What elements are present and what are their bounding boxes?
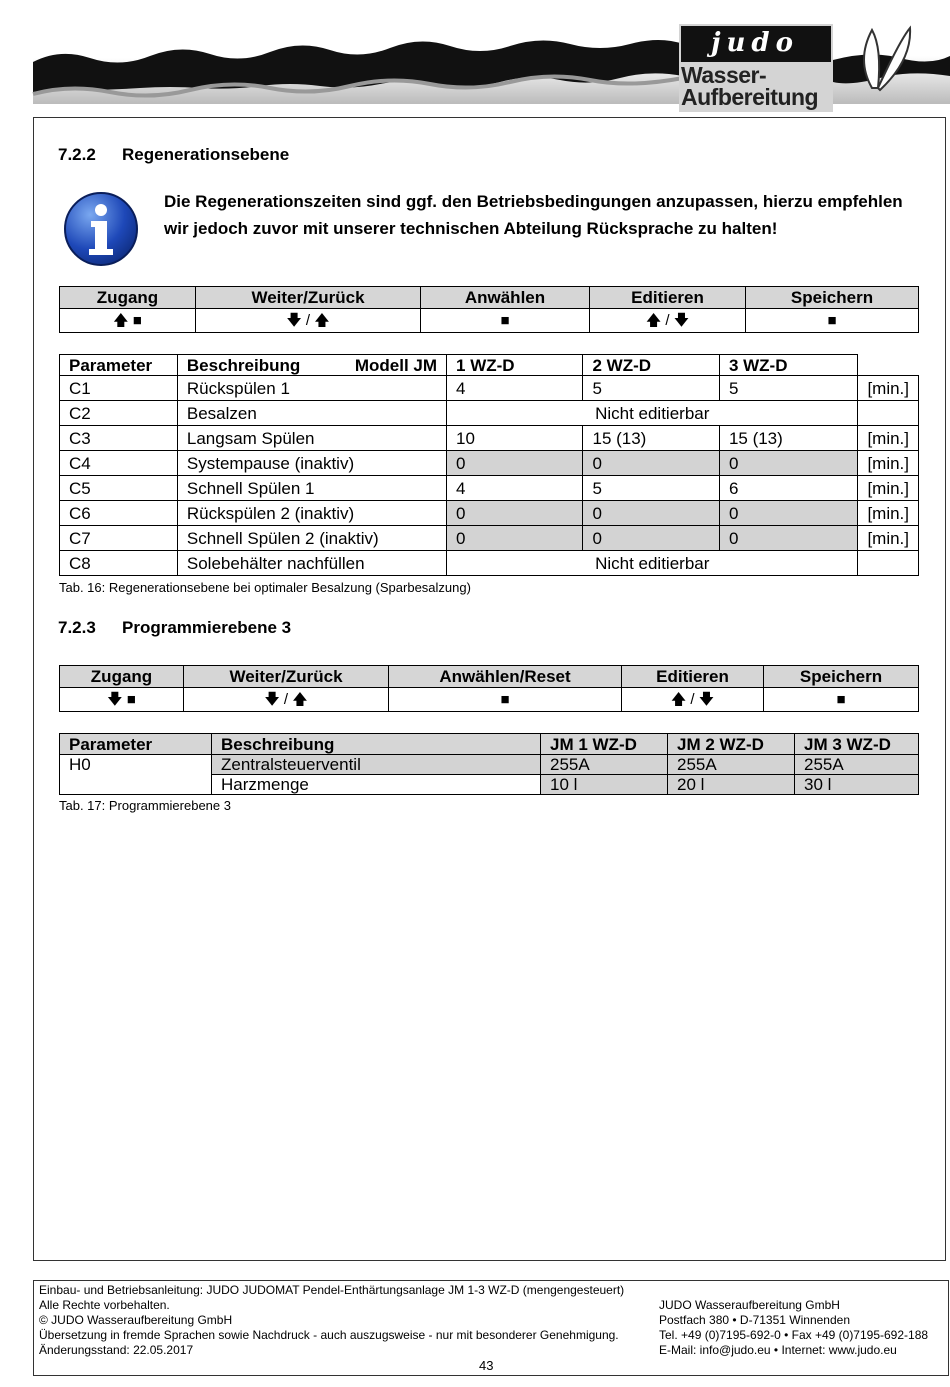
unit: [min.] xyxy=(858,426,919,451)
nav-header-zugang: Zugang xyxy=(60,287,196,309)
info-note: Die Regenerationszeiten sind ggf. den Betriebsbedingungen anzupassen, hierzu empfehlen wir jedoch zuvor mit unserer technischen Abteilung Rücksprache zu halten! xyxy=(164,192,903,238)
logo-line-1: Wasser- xyxy=(681,62,767,88)
col-header-jm1wzd: JM 1 WZ-D xyxy=(541,734,668,755)
param-desc: Langsam Spülen xyxy=(177,426,446,451)
unit: [min.] xyxy=(858,501,919,526)
footer-line: Übersetzung in fremde Sprachen sowie Nachdruck - auch auszugsweise - nur mit besonderer Genehmigung. xyxy=(39,1328,619,1342)
param-code: C1 xyxy=(60,376,178,401)
unit xyxy=(858,401,919,426)
table-row xyxy=(60,376,919,401)
footer-line: E-Mail: info@judo.eu • Internet: www.judo.eu xyxy=(659,1343,897,1357)
value-1wzd: 10 xyxy=(447,426,583,451)
nav-header-anwaehlen-reset: Anwählen/Reset xyxy=(389,666,622,688)
value-3wzd: 5 xyxy=(719,376,858,401)
section-number: 7.2.3 xyxy=(58,618,96,637)
param-code: C6 xyxy=(60,501,178,526)
unit: [min.] xyxy=(858,376,919,401)
table-row xyxy=(60,755,919,775)
col-header-3wzd: 3 WZ-D xyxy=(719,355,858,376)
col-header-jm3wzd: JM 3 WZ-D xyxy=(795,734,919,755)
param-code: C4 xyxy=(60,451,178,476)
param-desc: Systempause (inaktiv) xyxy=(177,451,446,476)
footer-line: Einbau- und Betriebsanleitung: JUDO JUDOMAT Pendel-Enthärtungsanlage JM 1-3 WZ-D (mengengesteuert) xyxy=(39,1283,625,1297)
table-row xyxy=(60,526,919,551)
value-3wzd: 0 xyxy=(719,526,858,551)
logo-line-2: Aufbereitung xyxy=(681,84,819,110)
param-desc: Besalzen xyxy=(177,401,446,426)
param-desc: Zentralsteuerventil xyxy=(212,755,541,775)
nav-symbol-speichern: ■ xyxy=(764,688,919,712)
page-number: 43 xyxy=(479,1358,494,1373)
nav-symbol-zugang: 🡇 ■ xyxy=(60,688,184,712)
value-not-editable: Nicht editierbar xyxy=(447,401,858,426)
nav-symbol-anwaehlen: ■ xyxy=(421,309,590,333)
value-not-editable: Nicht editierbar xyxy=(447,551,858,576)
table-row xyxy=(60,476,919,501)
value-2wzd: 5 xyxy=(583,376,719,401)
table-row xyxy=(60,426,919,451)
param-desc: Solebehälter nachfüllen xyxy=(177,551,446,576)
value-3wzd: 6 xyxy=(719,476,858,501)
section-title: Regenerationsebene xyxy=(122,145,290,164)
table-row xyxy=(60,401,919,426)
value-jm3wzd: 255A xyxy=(795,755,919,775)
value-2wzd: 0 xyxy=(583,451,719,476)
value-jm3wzd: 30 l xyxy=(795,775,919,795)
param-code: C2 xyxy=(60,401,178,426)
nav-symbol-weiter-zurueck: 🡇 / 🡅 xyxy=(184,688,389,712)
nav-symbol-weiter-zurueck: 🡇 / 🡅 xyxy=(196,309,421,333)
judo-logo: judo xyxy=(711,28,799,58)
unit: [min.] xyxy=(858,451,919,476)
footer-line: © JUDO Wasseraufbereitung GmbH xyxy=(39,1313,233,1327)
param-desc: Rückspülen 1 xyxy=(177,376,446,401)
section-number: 7.2.2 xyxy=(58,145,96,164)
nav-symbol-editieren: 🡅 / 🡇 xyxy=(590,309,746,333)
param-code: C5 xyxy=(60,476,178,501)
footer-contact xyxy=(659,1298,928,1358)
param-desc: Harzmenge xyxy=(212,775,541,795)
value-1wzd: 0 xyxy=(447,526,583,551)
value-jm1wzd: 255A xyxy=(541,755,668,775)
param-code: C7 xyxy=(60,526,178,551)
nav-header-anwaehlen: Anwählen xyxy=(421,287,590,309)
page-footer xyxy=(33,1280,949,1376)
page-header xyxy=(0,0,950,118)
param-code: C8 xyxy=(60,551,178,576)
nav-header-zugang: Zugang xyxy=(60,666,184,688)
param-code: H0 xyxy=(60,755,212,795)
parameter-table-1 xyxy=(59,354,919,576)
nav-symbol-speichern: ■ xyxy=(746,309,919,333)
col-header-2wzd: 2 WZ-D xyxy=(583,355,719,376)
param-desc: Schnell Spülen 2 (inaktiv) xyxy=(177,526,446,551)
col-header-beschreibung xyxy=(177,355,446,376)
col-header-jm2wzd: JM 2 WZ-D xyxy=(668,734,795,755)
nav-header-editieren: Editieren xyxy=(590,287,746,309)
table-caption-17: Tab. 17: Programmierebene 3 xyxy=(59,798,231,813)
col-header-parameter: Parameter xyxy=(60,734,212,755)
nav-symbol-zugang: 🡅 ■ xyxy=(60,309,196,333)
unit: [min.] xyxy=(858,526,919,551)
footer-line: Tel. +49 (0)7195-692-0 • Fax +49 (0)7195-692-188 xyxy=(659,1328,929,1342)
parameter-table-2 xyxy=(59,733,919,795)
value-1wzd: 4 xyxy=(447,476,583,501)
value-jm2wzd: 20 l xyxy=(668,775,795,795)
param-code: C3 xyxy=(60,426,178,451)
table-row xyxy=(60,501,919,526)
value-2wzd: 15 (13) xyxy=(583,426,719,451)
value-3wzd: 0 xyxy=(719,451,858,476)
value-jm1wzd: 10 l xyxy=(541,775,668,795)
nav-header-weiter-zurueck: Weiter/Zurück xyxy=(196,287,421,309)
info-icon xyxy=(63,191,139,267)
table-row xyxy=(60,451,919,476)
param-desc: Schnell Spülen 1 xyxy=(177,476,446,501)
footer-legal xyxy=(39,1283,624,1358)
nav-header-speichern: Speichern xyxy=(746,287,919,309)
navigation-table-1 xyxy=(59,286,919,333)
value-jm2wzd: 255A xyxy=(668,755,795,775)
nav-header-speichern: Speichern xyxy=(764,666,919,688)
footer-line: Alle Rechte vorbehalten. xyxy=(39,1298,170,1312)
nav-header-editieren: Editieren xyxy=(622,666,764,688)
col-header-modell: Modell JM xyxy=(354,355,438,375)
table-row xyxy=(60,551,919,576)
navigation-table-2 xyxy=(59,665,919,712)
unit: [min.] xyxy=(858,476,919,501)
footer-line: JUDO Wasseraufbereitung GmbH xyxy=(659,1298,840,1312)
col-header-beschreibung-label: Beschreibung xyxy=(186,355,301,375)
value-3wzd: 0 xyxy=(719,501,858,526)
nav-header-weiter-zurueck: Weiter/Zurück xyxy=(184,666,389,688)
table-caption-16: Tab. 16: Regenerationsebene bei optimaler Besalzung (Sparbesalzung) xyxy=(59,580,471,595)
col-header-1wzd: 1 WZ-D xyxy=(447,355,583,376)
value-1wzd: 4 xyxy=(447,376,583,401)
footer-line: Postfach 380 • D-71351 Winnenden xyxy=(659,1313,850,1327)
logo-subtitle xyxy=(681,64,818,108)
col-header-parameter: Parameter xyxy=(60,355,178,376)
value-1wzd: 0 xyxy=(447,501,583,526)
value-1wzd: 0 xyxy=(447,451,583,476)
section-heading-7-2-2 xyxy=(58,145,289,165)
value-2wzd: 0 xyxy=(583,501,719,526)
section-title: Programmierebene 3 xyxy=(122,618,292,637)
footer-line: Änderungsstand: 22.05.2017 xyxy=(39,1343,194,1357)
unit xyxy=(858,551,919,576)
nav-symbol-anwaehlen-reset: ■ xyxy=(389,688,622,712)
param-desc: Rückspülen 2 (inaktiv) xyxy=(177,501,446,526)
col-header-unit xyxy=(858,355,919,376)
value-3wzd: 15 (13) xyxy=(719,426,858,451)
col-header-beschreibung: Beschreibung xyxy=(212,734,541,755)
value-2wzd: 0 xyxy=(583,526,719,551)
section-heading-7-2-3 xyxy=(58,618,291,638)
nav-symbol-editieren: 🡅 / 🡇 xyxy=(622,688,764,712)
value-2wzd: 5 xyxy=(583,476,719,501)
